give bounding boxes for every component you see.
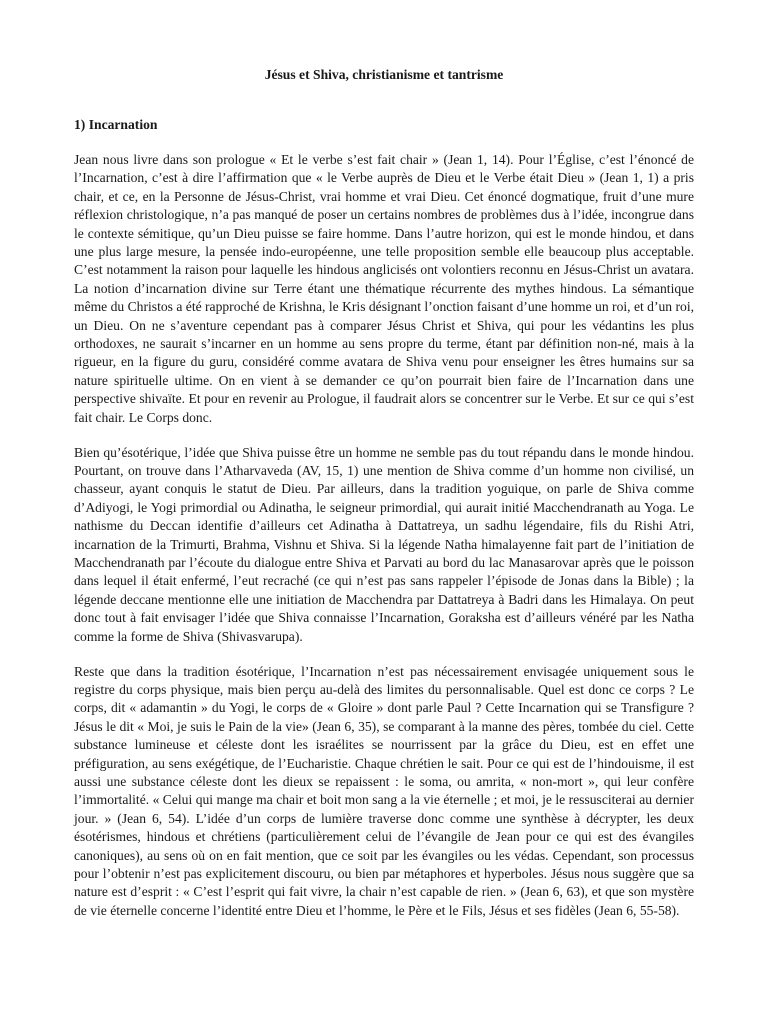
paragraph-2: Bien qu’ésotérique, l’idée que Shiva puisse être un homme ne semble pas du tout répandu dans le monde hindou. Pourtant, on trouve dans l’Atharvaveda (AV, 15, 1) une mention de Shiva comme d’un homme non civilisé, un chasseur, ayant conquis le statut de Dieu. Par ailleurs, dans la tradition yoguique, on parle de Shiva comme d’Adiyogi, le Yogi primordial ou Adinatha, le seigneur primordial, qui aurait initié Macchendranath au Yoga. Le nathisme du Deccan identifie d’ailleurs cet Adinatha à Dattatreya, un sadhu légendaire, fils du Rishi Atri, incarnation de la Trimurti, Brahma, Vishnu et Shiva. Si la légende Natha himalayenne fait part de l’initiation de Macchendranath par l’écoute du dialogue entre Shiva et Parvati au bord du lac Manasarovar après que le poisson dans lequel il était enfermé, l’eut recraché (ce qui n’est pas sans rappeler l’épisode de Jonas dans la Bible) ; la légende deccane mentionne elle une initiation de Macchendra par Dattatreya à Badri dans les Himalaya. On peut donc tout à fait envisager l’idée que Shiva connaisse l’Incarnation, Goraksha est d’ailleurs vénéré par les Natha comme la forme de Shiva (Shivasvarupa). [74,444,694,644]
section-heading: 1) Incarnation [74,117,158,132]
document-page [74,66,694,937]
paragraph-3: Reste que dans la tradition ésotérique, l’Incarnation n’est pas nécessairement envisagée uniquement sous le registre du corps physique, mais bien perçu au-delà des limites du personnalisable. Quel est donc ce corps ? Le corps, dit « adamantin » du Yogi, le corps de « Gloire » dont parle Paul ? Cette Incarnation qui se Transfigure ? Jésus le dit « Moi, je suis le Pain de la vie» (Jean 6, 35), se comparant à la manne des pères, tombée du ciel. Cette substance lumineuse et céleste dont les israélites se nourrissent par la grâce du Dieu, est en effet une préfiguration, au sens exégétique, de l’Eucharistie. Chaque chrétien le sait. Pour ce qui est de l’hindouisme, il est aussi une substance céleste dont les dieux se repaissent : le soma, ou amrita, « non-mort », qui leur confère l’immortalité. « Celui qui mange ma chair et boit mon sang a la vie éternelle ; et moi, je le ressusciterai au dernier jour. » (Jean 6, 54). L’idée d’un corps de lumière traverse donc comme une synthèse à décrypter, les deux ésotérismes, hindous et chrétiens (particulièrement celui de l’évangile de Jean pour ce qui est des évangiles canoniques), au sens où on en fait mention, que ce soit par les évangiles ou les védas. Cependant, son processus pour l’obtenir n’est pas explicitement discouru, ou bien par métaphores et hyperboles. Jésus nous suggère que sa nature est d’esprit : « C’est l’esprit qui fait vivre, la chair n’est capable de rien. » (Jean 6, 63), et que son mystère de vie éternelle concerne l’identité entre Dieu et l’homme, le Père et le Fils, Jésus et ses fidèles (Jean 6, 55-58). [74,663,694,918]
document-title: Jésus et Shiva, christianisme et tantrisme [264,67,504,82]
paragraph-1: Jean nous livre dans son prologue « Et le verbe s’est fait chair » (Jean 1, 14). Pour l’Église, c’est l’énoncé de l’Incarnation, c’est à dire l’affirmation que « le Verbe auprès de Dieu et le Verbe était Dieu » (Jean 1, 1) a pris chair, et ce, en la Personne de Jésus-Christ, vrai homme et vrai Dieu. Cet énoncé dogmatique, fruit d’une mure réflexion christologique, n’a pas manqué de poser un certains nombres de problèmes dus à l’idée, incongrue dans le contexte sémitique, qu’un Dieu puisse se faire homme. Dans l’autre horizon, qui est le monde hindou, et dans une plus large mesure, la pensée indo-européenne, une telle proposition semble elle beaucoup plus acceptable. C’est notamment la raison pour laquelle les hindous anglicisés ont volontiers reconnu en Jésus-Christ un avatara. La notion d’incarnation divine sur Terre étant une thématique récurrente des mythes hindous. La sémantique même du Christos a été rapproché de Krishna, le Kris désignant l’onction faisant d’une homme un roi, et d’un roi, un Dieu. On ne s’aventure cependant pas à comparer Jésus Christ et Shiva, qui pour les védantins les plus orthodoxes, ne saurait s’incarner en un homme au sens propre du terme, étant par définition non-né, mais à la rigueur, en la figure du guru, considéré comme avatara de Shiva venu pour enseigner les êtres humains sur sa nature spirituelle ultime. On en vient à se demander ce qu’on pourrait bien faire de l’Incarnation dans une perspective shivaïte. Et pour en revenir au Prologue, il faudrait alors se concentrer sur le Verbe. Et sur ce qui s’est fait chair. Le Corps donc. [74,152,694,425]
